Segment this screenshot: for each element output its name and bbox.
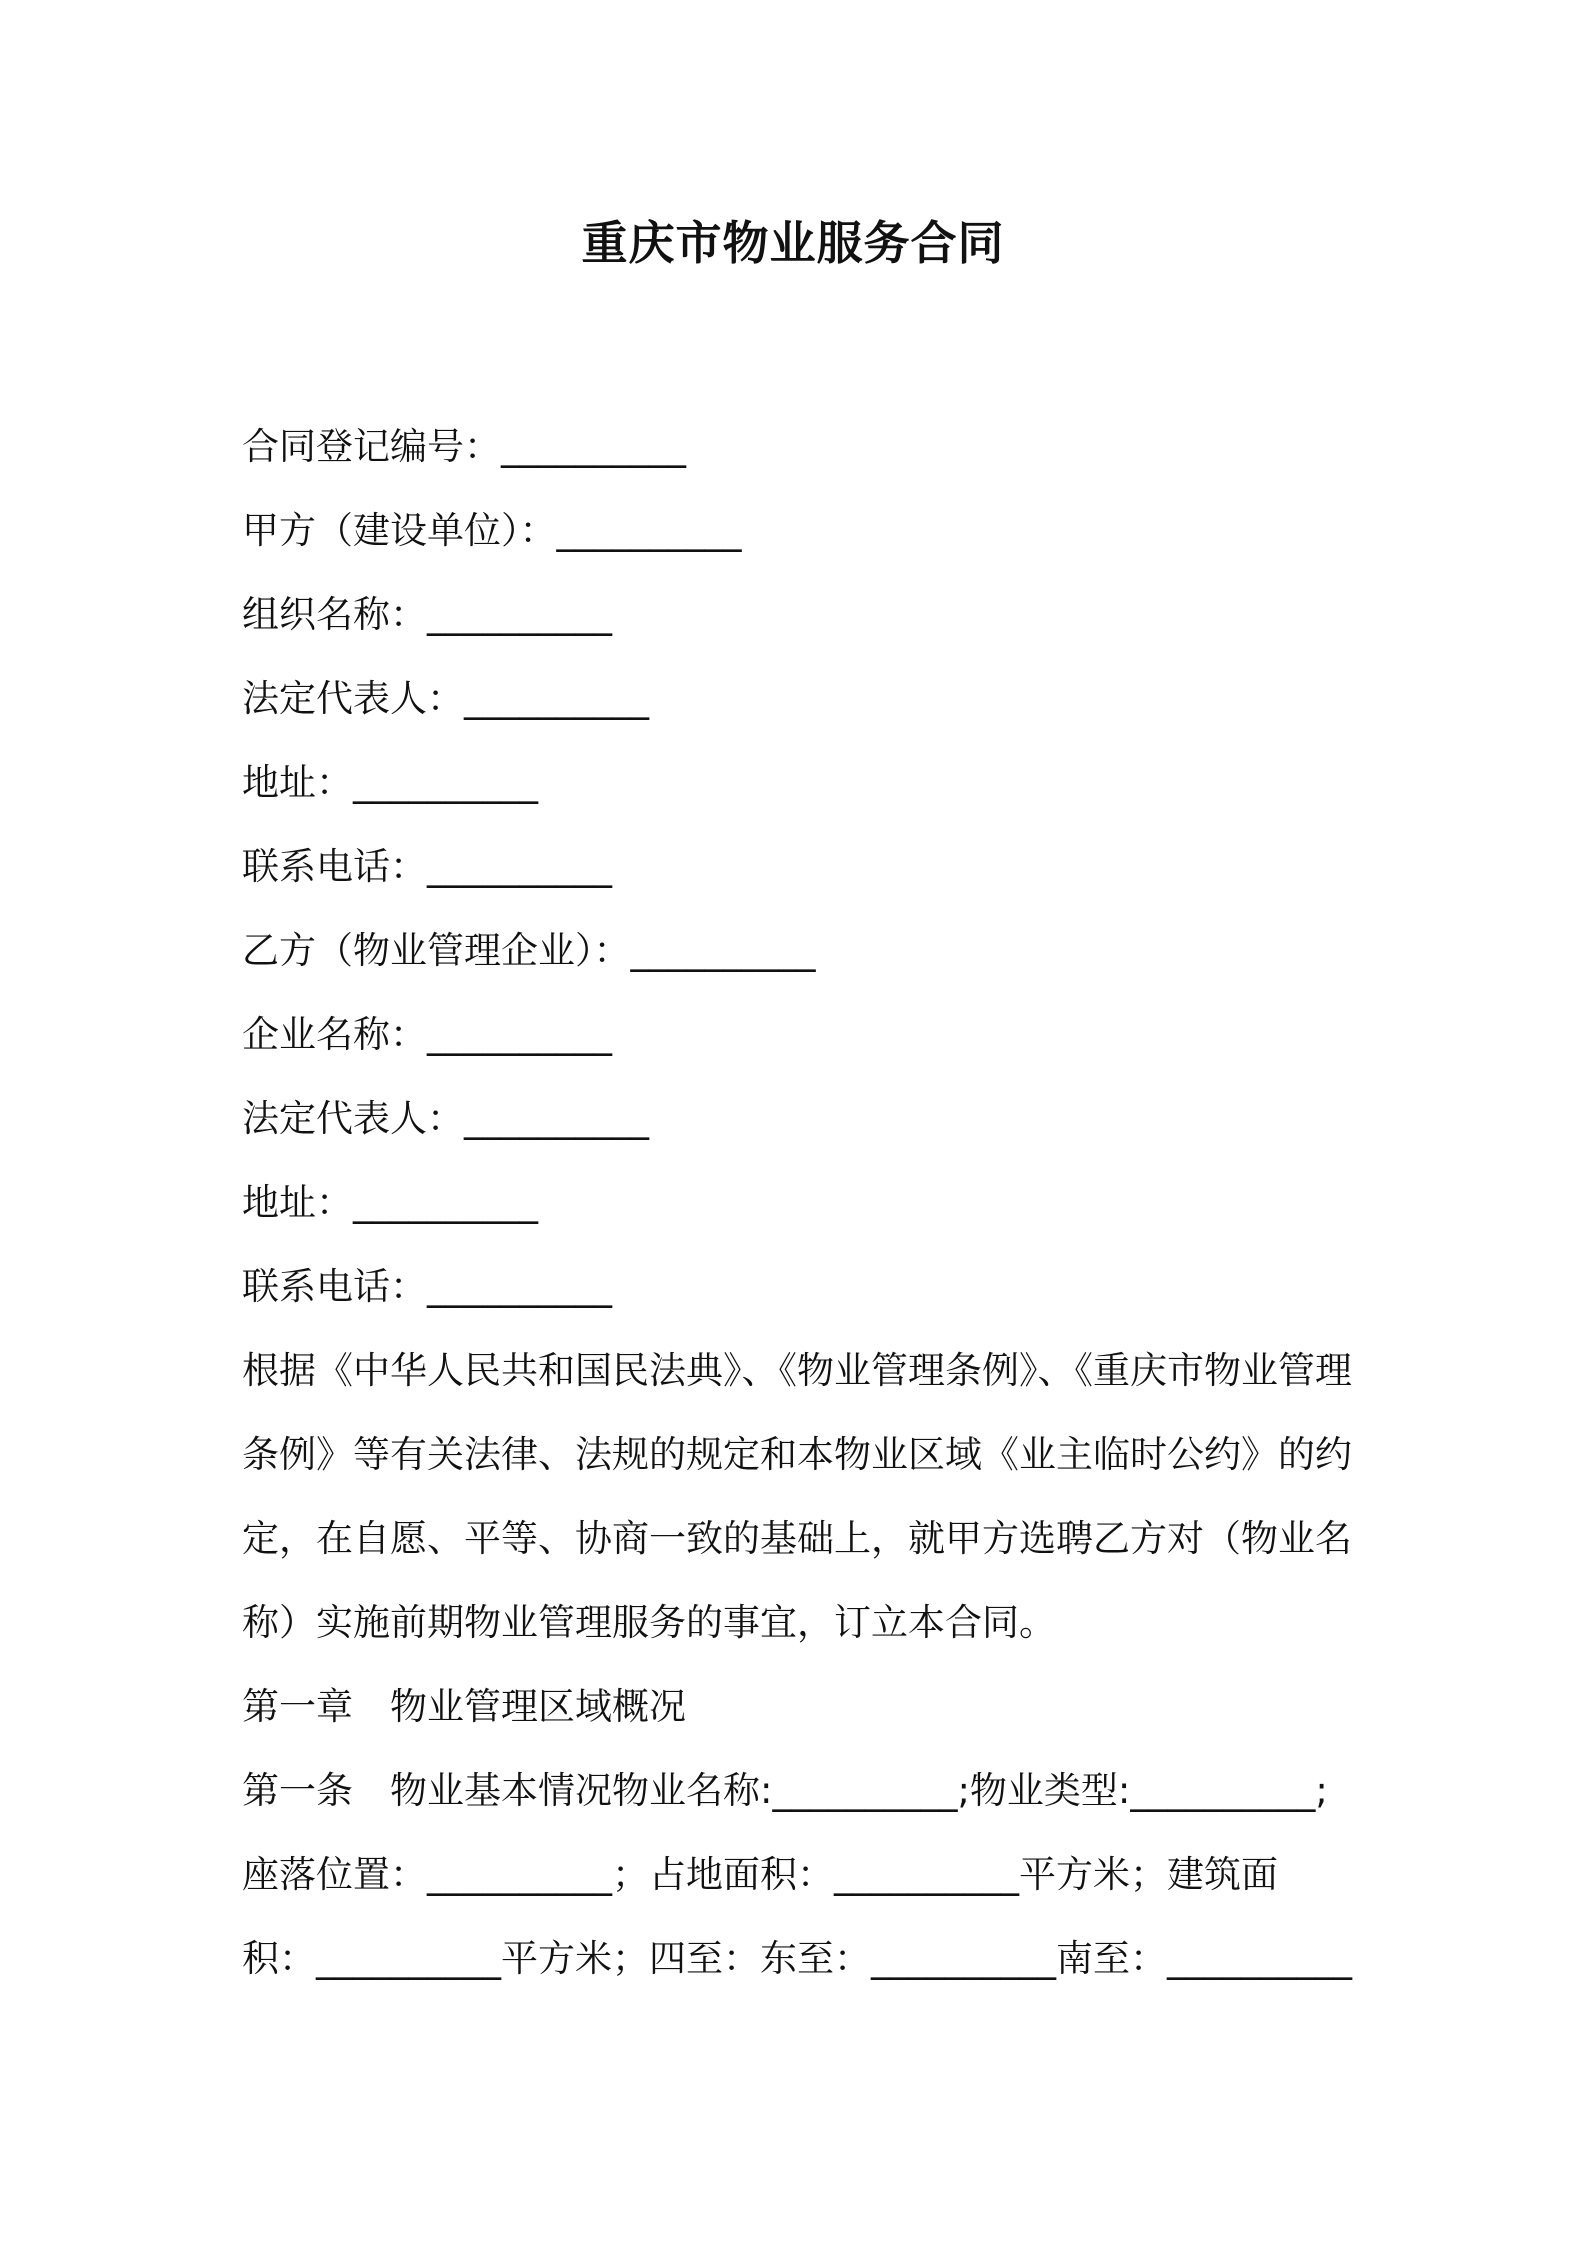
party-a-organization-line: 组织名称：__________ <box>242 593 612 636</box>
party-b-line: 乙方（物业管理企业）：__________ <box>242 929 816 972</box>
document-body <box>242 405 1362 2001</box>
article-1-line: 第一条 物业基本情况物业名称:__________;物业类型:__________; <box>242 1769 1328 1812</box>
document-title: 重庆市物业服务合同 <box>581 216 1005 270</box>
article-1-line: 座落位置：__________；占地面积：__________平方米；建筑面 <box>242 1853 1278 1896</box>
preamble-paragraph <box>242 1329 1362 1665</box>
preamble-line: 定，在自愿、平等、协商一致的基础上，就甲方选聘乙方对（物业名 <box>242 1517 1352 1560</box>
chapter-1-heading: 第一章 物业管理区域概况 <box>242 1685 686 1728</box>
party-b-legal-rep-line: 法定代表人：__________ <box>242 1097 649 1140</box>
article-1-line: 积：__________平方米；四至：东至：__________南至：__________ <box>242 1937 1352 1980</box>
party-b-company-line: 企业名称：__________ <box>242 1013 612 1056</box>
party-a-phone-line: 联系电话：__________ <box>242 845 612 888</box>
party-b-phone-line: 联系电话：__________ <box>242 1265 612 1308</box>
party-a-address-line: 地址：__________ <box>242 761 538 804</box>
preamble-line: 称）实施前期物业管理服务的事宜，订立本合同。 <box>242 1601 1056 1644</box>
party-b-address-line: 地址：__________ <box>242 1181 538 1224</box>
preamble-line: 根据《中华人民共和国民法典》、《物业管理条例》、《重庆市物业管理 <box>242 1349 1352 1392</box>
preamble-line: 条例》等有关法律、法规的规定和本物业区域《业主临时公约》的约 <box>242 1433 1352 1476</box>
registration-number-line: 合同登记编号：__________ <box>242 425 686 468</box>
party-a-legal-rep-line: 法定代表人：__________ <box>242 677 649 720</box>
party-a-line: 甲方（建设单位）：__________ <box>242 509 742 552</box>
article-1-paragraph <box>242 1749 1362 2001</box>
